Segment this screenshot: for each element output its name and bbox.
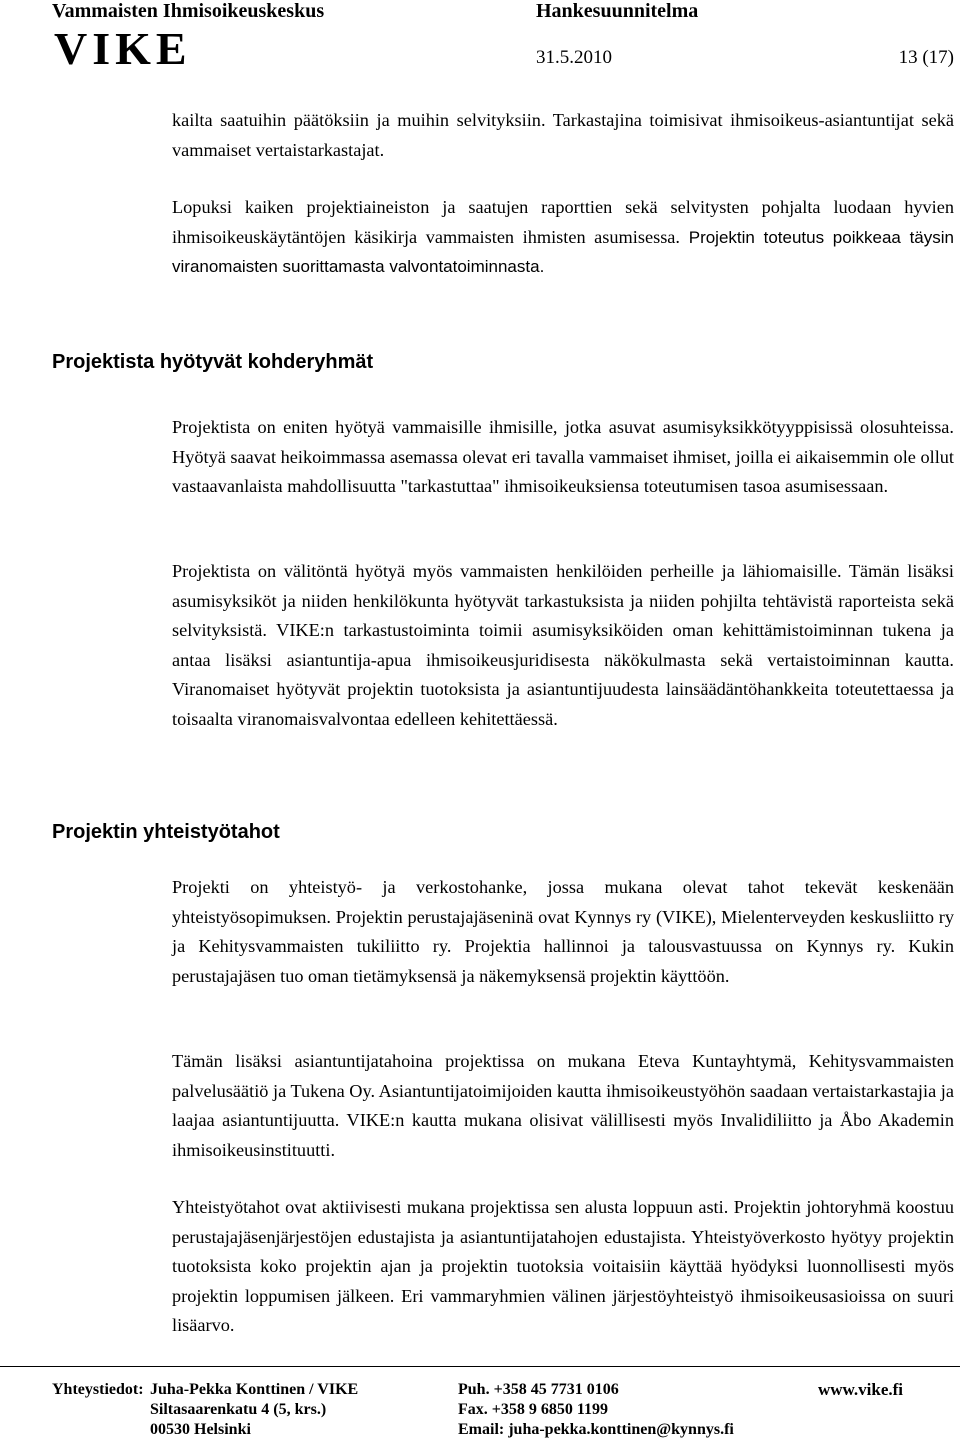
footer-divider — [0, 1366, 960, 1367]
paragraph-6: Tämän lisäksi asiantuntijatahoina projektissa on mukana Eteva Kuntayhtymä, Kehitysvammaisten palvelusäätiö ja Tukena Oy. Asiantuntijatoimijoiden kautta ihmisoikeustyöhön saadaan vertaistarkastajia ja laajaa asiantuntijuutta. VIKE:n kautta mukana olisivat välillisesti myös Invalidiliitto ja Åbo Akademin ihmisoikeusinstituutti. — [172, 1051, 954, 1160]
contact-fax: Fax. +358 9 6850 1199 — [458, 1401, 609, 1418]
paragraph-3: Projektista on eniten hyötyä vammaisille ihmisille, jotka asuvat asumisyksikkötyyppisissä olosuhteissa. Hyötyä saavat heikoimmassa asemassa olevat eri tavalla vammaiset ihmiset, joilla ei aikaisemmin ole ollut vastaavanlaista mahdollisuutta "tarkastuttaa" ihmisoikeuksiensa toteutumisen tasoa asumisessaan. — [172, 417, 954, 496]
footer-phone-block — [458, 1380, 734, 1440]
contact-email[interactable]: Email: juha-pekka.konttinen@kynnys.fi — [458, 1421, 734, 1438]
footer-label — [52, 1380, 144, 1400]
footer-contact-block — [150, 1380, 358, 1440]
website-link[interactable]: www.vike.fi — [818, 1380, 903, 1399]
contact-name: Juha-Pekka Konttinen / VIKE — [150, 1381, 359, 1398]
document-type: Hankesuunnitelma — [536, 0, 699, 22]
contact-label: Yhteystiedot: — [52, 1381, 144, 1398]
contact-city: 00530 Helsinki — [150, 1421, 251, 1438]
heading-partners: Projektin yhteistyötahot — [52, 821, 280, 843]
footer-website-block — [818, 1380, 903, 1400]
paragraph-2-serif: Lopuksi kaiken projektiaineiston ja saatujen raporttien sekä selvitysten pohjalta luodaan hyvien ihmisoikeuskäytäntöjen käsikirja vammaisten ihmisten asumisessa. — [172, 197, 954, 247]
paragraph-2 — [172, 193, 954, 282]
paragraph-7: Yhteistyötahot ovat aktiivisesti mukana projektissa sen alusta loppuun asti. Projektin johtoryhmä koostuu perustajajäsenjärjestöjen edustajista ja asiantuntijatahojen edustajista. Yhteistyöverkosto hyötyy projektin tuotoksista koko projektin ajan ja projektin tuotoksia voitaisiin käyttää hyödyksi luonnollisesti myös projektin loppumisen jälkeen. Eri vammaryhmien välinen järjestöyhteistyö ihmisoikeusasioissa on suuri lisäarvo. — [172, 1197, 954, 1335]
paragraph-4: Projektista on välitöntä hyötyä myös vammaisten henkilöiden perheille ja lähiomaisille. Tämän lisäksi asumisyksiköt ja niiden henkilökunta hyötyvät tarkastuksista ja niiden pohjilta tehtävistä raporteista sekä selvityksistä. VIKE:n tarkastustoiminta toimii asumisyksiköiden oman kehittämistoiminnan tukena ja antaa lisäksi asiantuntija-apua ihmisoikeusjuridisesta näkökulmasta sekä vertaistoiminnan kautta. Viranomaiset hyötyvät projektin tuotoksista ja asiantuntijuudesta lainsäädäntöhankkeita toteutettaessa ja toisaalta viranomaisvalvontaa edelleen kehitettäessä. — [172, 561, 954, 729]
organization-name: Vammaisten Ihmisoikeuskeskus — [52, 0, 325, 22]
page-number: 13 (17) — [898, 47, 954, 68]
paragraph-5: Projekti on yhteistyö- ja verkostohanke, jossa mukana olevat tahot tekevät keskenään yhteistyösopimuksen. Projektin perustajajäseninä ovat Kynnys ry (VIKE), Mielenterveyden keskusliitto ry ja Kehitysvammaisten tukiliitto ry. Projektia hallinnoi ja talousvastuussa on Kynnys ry. Kukin perustajajäsen tuo oman tietämyksensä ja näkemyksensä projektin käyttöön. — [172, 877, 954, 986]
contact-address: Siltasaarenkatu 4 (5, krs.) — [150, 1401, 327, 1418]
vike-logo: VIKE — [54, 23, 192, 74]
paragraph-2-sans: Projektin toteutus poikkeaa täysin viranomaisten suorittamasta valvontatoiminnasta. — [172, 227, 954, 276]
document-date: 31.5.2010 — [536, 47, 612, 68]
contact-phone: Puh. +358 45 7731 0106 — [458, 1381, 619, 1398]
heading-target-groups: Projektista hyötyvät kohderyhmät — [52, 351, 374, 373]
paragraph-1: kailta saatuihin päätöksiin ja muihin selvityksiin. Tarkastajina toimisivat ihmisoikeus-asiantuntijat sekä vammaiset vertaistarkastajat. — [172, 110, 954, 160]
